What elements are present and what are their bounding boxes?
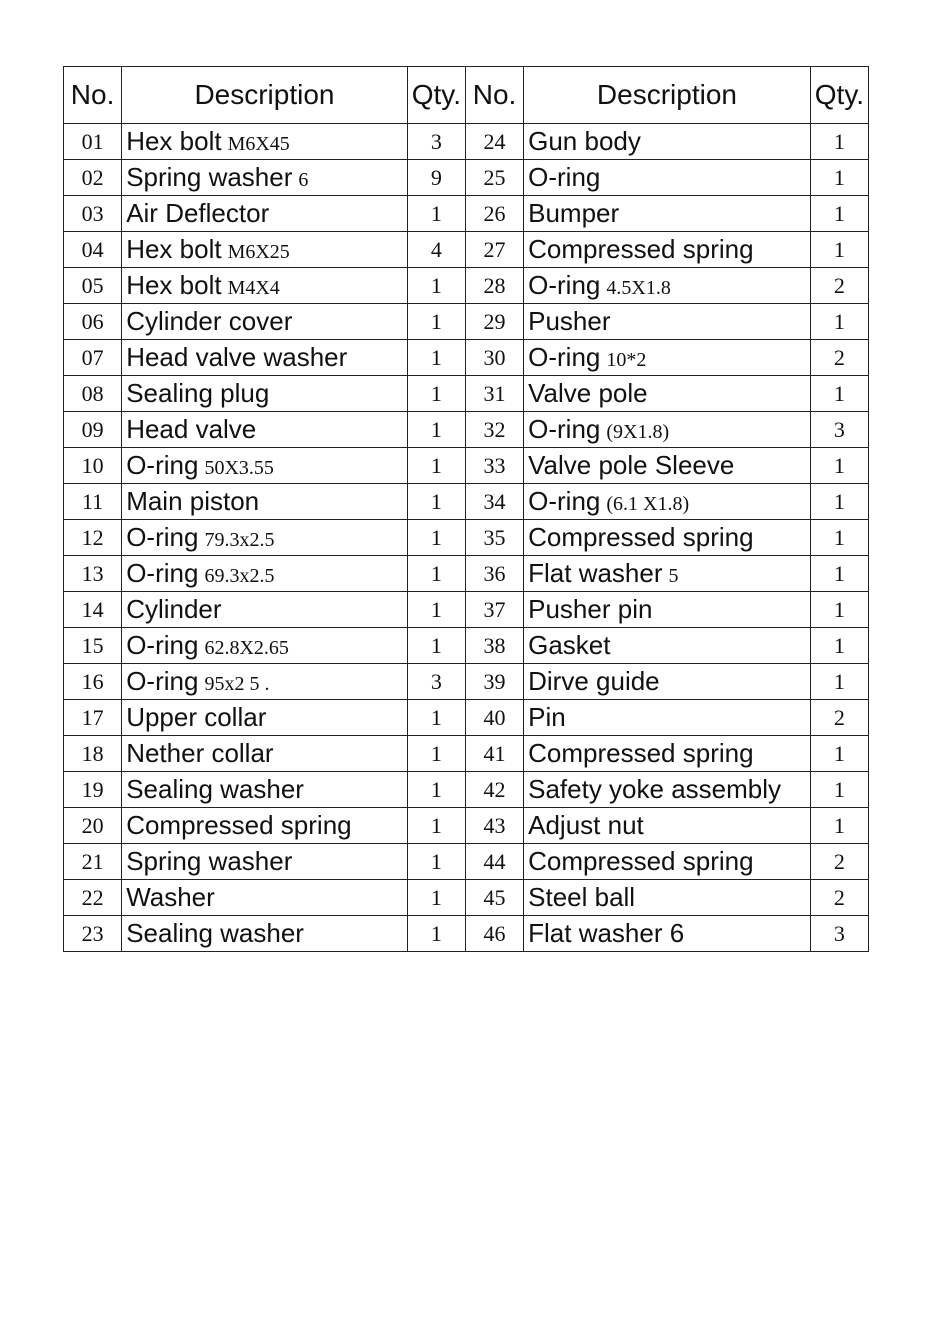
part-quantity: 3 [810,412,868,448]
table-row [64,736,869,772]
table-row [64,412,869,448]
table-row [64,232,869,268]
part-number: 04 [64,232,122,268]
part-quantity: 1 [810,808,868,844]
part-description [524,304,811,340]
table-header-row [64,67,869,124]
part-number: 46 [465,916,523,952]
part-description [122,628,408,664]
part-name: Flat washer [528,558,663,588]
part-quantity: 1 [810,304,868,340]
part-name: O-ring [528,342,601,372]
part-number: 10 [64,448,122,484]
part-quantity: 1 [810,592,868,628]
part-spec: 62.8X2.65 [204,637,289,659]
part-quantity: 1 [810,736,868,772]
part-name: Compressed spring [528,846,754,876]
part-quantity: 1 [407,196,465,232]
part-description [524,160,811,196]
part-description [524,484,811,520]
part-quantity: 1 [407,772,465,808]
part-number: 40 [465,700,523,736]
part-description [524,412,811,448]
table-row [64,160,869,196]
part-description [122,808,408,844]
part-name: Hex bolt [126,126,222,156]
part-spec: 10*2 [606,349,647,371]
part-name: O-ring [126,666,199,696]
part-quantity: 1 [407,448,465,484]
part-quantity: 1 [407,700,465,736]
part-description [122,880,408,916]
part-quantity: 1 [407,844,465,880]
part-name: Pin [528,702,566,732]
part-spec: M6X45 [227,133,290,155]
part-number: 29 [465,304,523,340]
part-description [524,592,811,628]
part-description [524,556,811,592]
part-name: Washer [126,882,215,912]
part-number: 27 [465,232,523,268]
part-number: 17 [64,700,122,736]
part-quantity: 3 [407,124,465,160]
part-number: 38 [465,628,523,664]
part-description [122,268,408,304]
part-number: 28 [465,268,523,304]
table-row [64,592,869,628]
part-number: 03 [64,196,122,232]
parts-list-table [63,66,869,952]
part-name: Valve pole [528,378,648,408]
part-description [524,700,811,736]
header-no-right: No. [465,67,523,124]
header-qty-left: Qty. [407,67,465,124]
part-number: 15 [64,628,122,664]
part-number: 45 [465,880,523,916]
part-quantity: 4 [407,232,465,268]
part-name: O-ring [528,486,601,516]
part-quantity: 2 [810,268,868,304]
part-description [524,268,811,304]
part-name: Hex bolt [126,270,222,300]
part-name: O-ring [126,450,199,480]
part-number: 23 [64,916,122,952]
part-quantity: 1 [810,232,868,268]
part-number: 01 [64,124,122,160]
part-quantity: 1 [810,196,868,232]
part-spec: 95x2 5 . [204,673,270,695]
part-name: Bumper [528,198,620,228]
header-qty-right: Qty. [810,67,868,124]
part-quantity: 1 [407,880,465,916]
part-quantity: 1 [810,520,868,556]
table-row [64,520,869,556]
part-quantity: 1 [407,628,465,664]
part-number: 35 [465,520,523,556]
part-name: Safety yoke assembly [528,774,782,804]
part-number: 43 [465,808,523,844]
part-number: 41 [465,736,523,772]
part-description [524,736,811,772]
table-row [64,340,869,376]
table-row [64,628,869,664]
table-row [64,880,869,916]
part-quantity: 1 [407,556,465,592]
part-description [524,916,811,952]
table-row [64,808,869,844]
part-quantity: 1 [407,304,465,340]
part-description [122,232,408,268]
part-number: 42 [465,772,523,808]
part-description [122,484,408,520]
table-row [64,916,869,952]
part-spec: 5 [668,565,679,587]
table-row [64,268,869,304]
part-quantity: 1 [810,376,868,412]
part-description [122,556,408,592]
part-number: 09 [64,412,122,448]
part-name: Sealing washer [126,918,304,948]
part-number: 30 [465,340,523,376]
part-name: Upper collar [126,702,267,732]
part-number: 13 [64,556,122,592]
part-number: 44 [465,844,523,880]
part-description [122,664,408,700]
part-name: Steel ball [528,882,636,912]
part-name: Air Deflector [126,198,270,228]
table-row [64,700,869,736]
part-name: Compressed spring [528,738,754,768]
part-name: Compressed spring [528,234,754,264]
part-name: Spring washer [126,162,293,192]
part-quantity: 1 [810,160,868,196]
part-name: Head valve [126,414,257,444]
part-name: O-ring [528,414,601,444]
part-number: 08 [64,376,122,412]
part-number: 14 [64,592,122,628]
part-name: Hex bolt [126,234,222,264]
part-name: Spring washer [126,846,293,876]
part-number: 02 [64,160,122,196]
part-description [122,772,408,808]
part-quantity: 1 [407,916,465,952]
part-name: Gasket [528,630,611,660]
part-number: 33 [465,448,523,484]
part-description [122,196,408,232]
part-name: Nether collar [126,738,274,768]
part-quantity: 1 [407,412,465,448]
part-number: 26 [465,196,523,232]
part-name: Cylinder cover [126,306,293,336]
part-name: O-ring [126,522,199,552]
part-description [524,448,811,484]
part-name: Valve pole Sleeve [528,450,735,480]
part-description [122,520,408,556]
part-description [122,160,408,196]
part-number: 16 [64,664,122,700]
part-description [524,196,811,232]
part-description [524,232,811,268]
part-quantity: 1 [810,124,868,160]
part-number: 31 [465,376,523,412]
part-name: Gun body [528,126,641,156]
part-number: 11 [64,484,122,520]
part-name: Pusher [528,306,611,336]
part-name: Compressed spring [126,810,352,840]
part-name: O-ring [528,162,601,192]
part-number: 18 [64,736,122,772]
part-number: 21 [64,844,122,880]
part-name: Compressed spring [528,522,754,552]
part-description [524,628,811,664]
part-quantity: 1 [407,736,465,772]
part-number: 06 [64,304,122,340]
part-description [122,376,408,412]
part-description [524,844,811,880]
part-name: Dirve guide [528,666,660,696]
part-number: 32 [465,412,523,448]
part-number: 20 [64,808,122,844]
part-name: Head valve washer [126,342,348,372]
part-quantity: 1 [407,484,465,520]
part-quantity: 1 [407,808,465,844]
part-quantity: 2 [810,844,868,880]
part-quantity: 2 [810,880,868,916]
part-number: 19 [64,772,122,808]
parts-table-body [64,124,869,952]
part-name: Cylinder [126,594,222,624]
table-row [64,484,869,520]
part-number: 39 [465,664,523,700]
part-name: O-ring [126,558,199,588]
part-number: 24 [465,124,523,160]
part-quantity: 1 [407,340,465,376]
part-spec: 79.3x2.5 [204,529,275,551]
part-description [122,700,408,736]
part-quantity: 1 [407,592,465,628]
header-description-right: Description [524,67,811,124]
part-quantity: 1 [810,448,868,484]
part-description [122,592,408,628]
part-description [122,844,408,880]
part-number: 25 [465,160,523,196]
part-number: 05 [64,268,122,304]
part-description [524,880,811,916]
table-row [64,304,869,340]
part-description [524,340,811,376]
table-row [64,772,869,808]
part-description [524,376,811,412]
part-number: 37 [465,592,523,628]
part-number: 07 [64,340,122,376]
part-description [122,340,408,376]
table-row [64,196,869,232]
part-spec: (9X1.8) [606,421,670,443]
part-description [122,736,408,772]
part-quantity: 3 [407,664,465,700]
part-quantity: 2 [810,340,868,376]
part-number: 22 [64,880,122,916]
part-description [122,916,408,952]
part-spec: M4X4 [227,277,280,299]
header-description-left: Description [122,67,408,124]
part-name: Sealing washer [126,774,304,804]
part-name: Main piston [126,486,260,516]
part-name: Pusher pin [528,594,653,624]
part-quantity: 1 [810,484,868,520]
table-row [64,844,869,880]
part-description [524,808,811,844]
table-row [64,448,869,484]
part-description [524,772,811,808]
part-name: Adjust nut [528,810,644,840]
table-row [64,376,869,412]
part-quantity: 1 [810,556,868,592]
part-spec: (6.1 X1.8) [606,493,690,515]
part-quantity: 1 [407,376,465,412]
table-row [64,124,869,160]
part-quantity: 1 [810,628,868,664]
part-name: Sealing plug [126,378,270,408]
part-description [524,664,811,700]
table-row [64,664,869,700]
part-spec: 50X3.55 [204,457,274,479]
part-quantity: 2 [810,700,868,736]
part-description [524,124,811,160]
part-number: 36 [465,556,523,592]
part-description [122,448,408,484]
part-quantity: 3 [810,916,868,952]
part-description [122,124,408,160]
part-description [122,304,408,340]
part-number: 34 [465,484,523,520]
part-name: O-ring [528,270,601,300]
part-spec: 6 [298,169,309,191]
part-name: Flat washer 6 [528,918,685,948]
part-description [524,520,811,556]
part-quantity: 1 [407,520,465,556]
part-spec: 4.5X1.8 [606,277,671,299]
part-quantity: 1 [810,772,868,808]
table-row [64,556,869,592]
part-quantity: 1 [407,268,465,304]
part-number: 12 [64,520,122,556]
header-no-left: No. [64,67,122,124]
part-name: O-ring [126,630,199,660]
part-spec: M6X25 [227,241,290,263]
part-spec: 69.3x2.5 [204,565,275,587]
part-quantity: 1 [810,664,868,700]
part-quantity: 9 [407,160,465,196]
part-description [122,412,408,448]
